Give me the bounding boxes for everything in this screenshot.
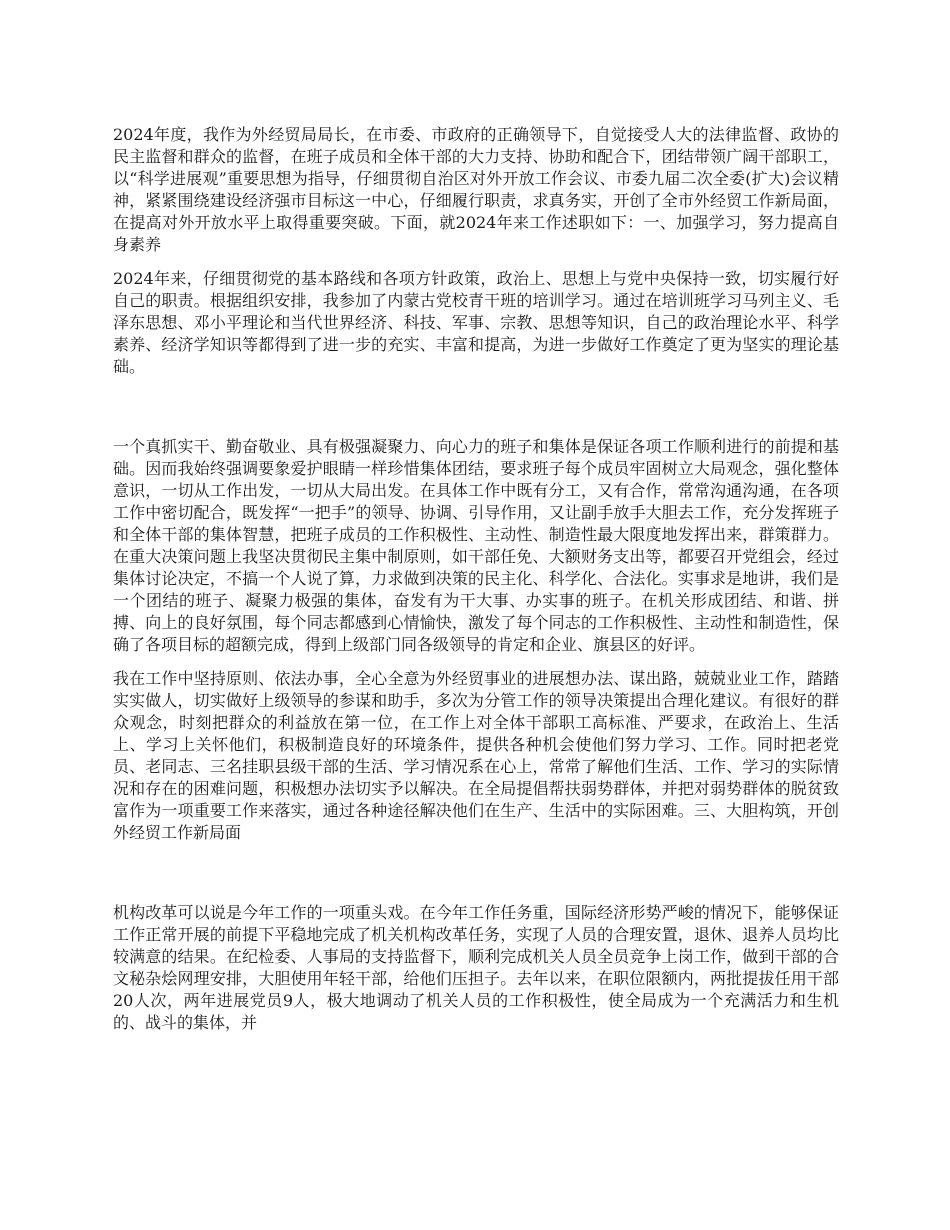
document-body xyxy=(113,124,839,1046)
paragraph-reform: 机构改革可以说是今年工作的一项重头戏。在今年工作任务重，国际经济形势严峻的情况下，能够保证工作正常开展的前提下平稳地完成了机关机构改革任务，实现了人员的合理安置，退休、退养人员均比较满意的结果。在纪检委、人事局的支持监督下，顺利完成机关人员全员竞争上岗工作，做到干部的合文秘杂烩网理安排，大胆使用年轻干部，给他们压担子。去年以来，在职位限额内，两批提拔任用干部20人次，两年进展党员9人，极大地调动了机关人员的工作积极性，使全局成为一个充满活力和生机的、战斗的集体，并 xyxy=(113,903,839,1032)
paragraph-study: 2024年来，仔细贯彻党的基本路线和各项方针政策，政治上、思想上与党中央保持一致，切实履行好自己的职责。根据组织安排，我参加了内蒙古党校青干班的培训学习。通过在培训班学习马列主义、毛泽东思想、邓小平理论和当代世界经济、科技、军事、宗教、思想等知识，自己的政治理论水平、科学素养、经济学知识等都得到了进一步的充实、丰富和提高，为进一步做好工作奠定了更为坚实的理论基础。 xyxy=(113,269,839,376)
paragraph-intro: 2024年度，我作为外经贸局局长，在市委、市政府的正确领导下，自觉接受人大的法律监督、政协的民主监督和群众的监督，在班子成员和全体干部的大力支持、协助和配合下，团结带领广阔干部职工，以“科学进展观”重要思想为指导，仔细贯彻自治区对外开放工作会议、市委九届二次全委(扩大)会议精神，紧紧围绕建设经济强市目标这一中心，仔细履行职责，求真务实，开创了全市外经贸工作新局面，在提高对外开放水平上取得重要突破。下面，就2024年来工作述职如下：一、加强学习，努力提高自身素养 xyxy=(113,125,839,254)
paragraph-principles: 我在工作中坚持原则、依法办事，全心全意为外经贸事业的进展想办法、谋出路，兢兢业业工作，踏踏实实做人，切实做好上级领导的参谋和助手，多次为分管工作的领导决策提出合理化建议。有很好的群众观念，时刻把群众的利益放在第一位，在工作上对全体干部职工高标准、严要求，在政治上、生活上、学习上关怀他们，积极制造良好的环境条件，提供各种机会使他们努力学习、工作。同时把老党员、老同志、三名挂职县级干部的生活、学习情况系在心上，常常了解他们生活、工作、学习的实际情况和存在的困难问题，积极想办法切实予以解决。在全局提倡帮扶弱势群体，并把对弱势群体的脱贫致富作为一项重要工作来落实，通过各种途径解决他们在生产、生活中的实际困难。三、大胆构筑，开创外经贸工作新局面 xyxy=(113,669,839,842)
paragraph-team-unity: 一个真抓实干、勤奋敬业、具有极强凝聚力、向心力的班子和集体是保证各项工作顺利进行的前提和基础。因而我始终强调要象爱护眼睛一样珍惜集体团结，要求班子每个成员牢固树立大局观念，强化整体意识，一切从工作出发，一切从大局出发。在具体工作中既有分工，又有合作，常常沟通沟通，在各项工作中密切配合，既发挥“一把手”的领导、协调、引导作用，又让副手放手大胆去工作，充分发挥班子和全体干部的集体智慧，把班子成员的工作积极性、主动性、制造性最大限度地发挥出来，群策群力。在重大决策问题上我坚决贯彻民主集中制原则，如干部任免、大额财务支出等，都要召开党组会，经过集体讨论决定，不搞一个人说了算，力求做到决策的民主化、科学化、合法化。实事求是地讲，我们是一个团结的班子、凝聚力极强的集体，奋发有为干大事、办实事的班子。在机关形成团结、和谐、拼搏、向上的良好氛围，每个同志都感到心情愉快，激发了每个同志的工作积极性、主动性和制造性，保确了各项目标的超额完成，得到上级部门同各级领导的肯定和企业、旗县区的好评。 xyxy=(113,437,839,654)
